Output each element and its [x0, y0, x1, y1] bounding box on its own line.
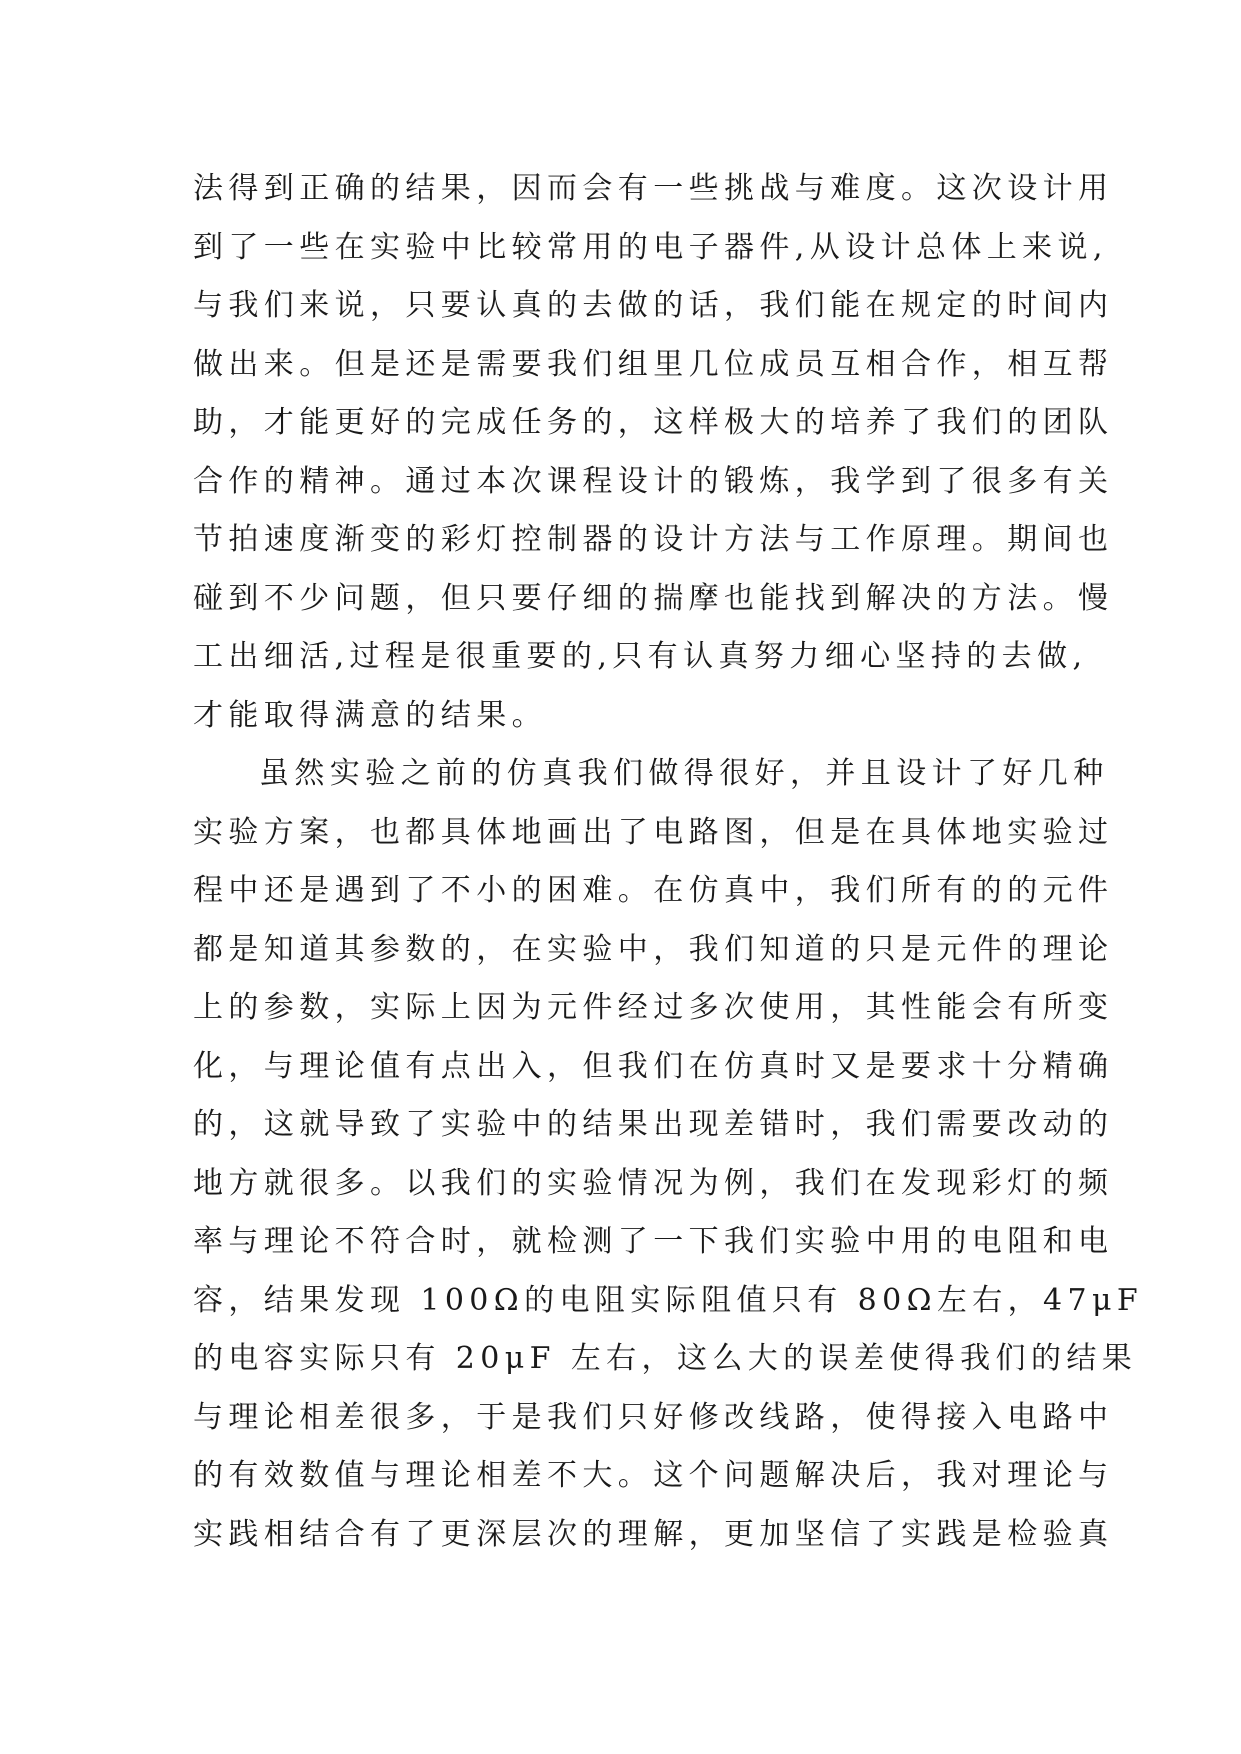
- text-line: 与我们来说，只要认真的去做的话，我们能在规定的时间内: [193, 288, 1114, 323]
- text-line: 到了一些在实验中比较常用的电子器件,从设计总体上来说,: [193, 229, 1108, 265]
- text-line: 虽然实验之前的仿真我们做得很好，并且设计了好几种: [259, 756, 1109, 791]
- text-line: 化，与理论值有点出入，但我们在仿真时又是要求十分精确: [193, 1048, 1114, 1084]
- text-line: 才能取得满意的结果。: [193, 697, 547, 733]
- text-line: 的有效数值与理论相差不大。这个问题解决后，我对理论与: [193, 1458, 1114, 1493]
- text-line: 法得到正确的结果，因而会有一些挑战与难度。这次设计用: [193, 171, 1114, 206]
- text-line: 率与理论不符合时，就检测了一下我们实验中用的电阻和电: [193, 1224, 1114, 1259]
- text-line: 的，这就导致了实验中的结果出现差错时，我们需要改动的: [193, 1107, 1114, 1142]
- text-line: 合作的精神。通过本次课程设计的锻炼，我学到了很多有关: [193, 463, 1114, 499]
- text-line: 都是知道其参数的，在实验中，我们知道的只是元件的理论: [193, 931, 1114, 967]
- text-line: 的电容实际只有 20μF 左右，这么大的误差使得我们的结果: [193, 1341, 1138, 1376]
- text-line: 做出来。但是还是需要我们组里几位成员互相合作，相互帮: [193, 346, 1114, 382]
- text-line: 碰到不少问题，但只要仔细的揣摩也能找到解决的方法。慢: [193, 580, 1114, 616]
- text-line: 与理论相差很多，于是我们只好修改线路，使得接入电路中: [193, 1399, 1114, 1435]
- text-line: 助，才能更好的完成任务的，这样极大的培养了我们的团队: [193, 405, 1114, 440]
- text-line: 程中还是遇到了不小的困难。在仿真中，我们所有的的元件: [193, 873, 1114, 908]
- text-line: 工出细活,过程是很重要的,只有认真努力细心坚持的去做,: [193, 639, 1088, 674]
- text-line: 节拍速度渐变的彩灯控制器的设计方法与工作原理。期间也: [193, 522, 1114, 557]
- text-line: 地方就很多。以我们的实验情况为例，我们在发现彩灯的频: [193, 1165, 1114, 1201]
- text-line: 容，结果发现 100Ω的电阻实际阻值只有 80Ω左右，47μF: [193, 1282, 1144, 1318]
- text-line: 实践相结合有了更深层次的理解，更加坚信了实践是检验真: [193, 1516, 1114, 1552]
- body-text: [193, 160, 1144, 1564]
- text-line: 上的参数，实际上因为元件经过多次使用，其性能会有所变: [193, 990, 1114, 1025]
- text-line: 实验方案，也都具体地画出了电路图，但是在具体地实验过: [193, 814, 1114, 850]
